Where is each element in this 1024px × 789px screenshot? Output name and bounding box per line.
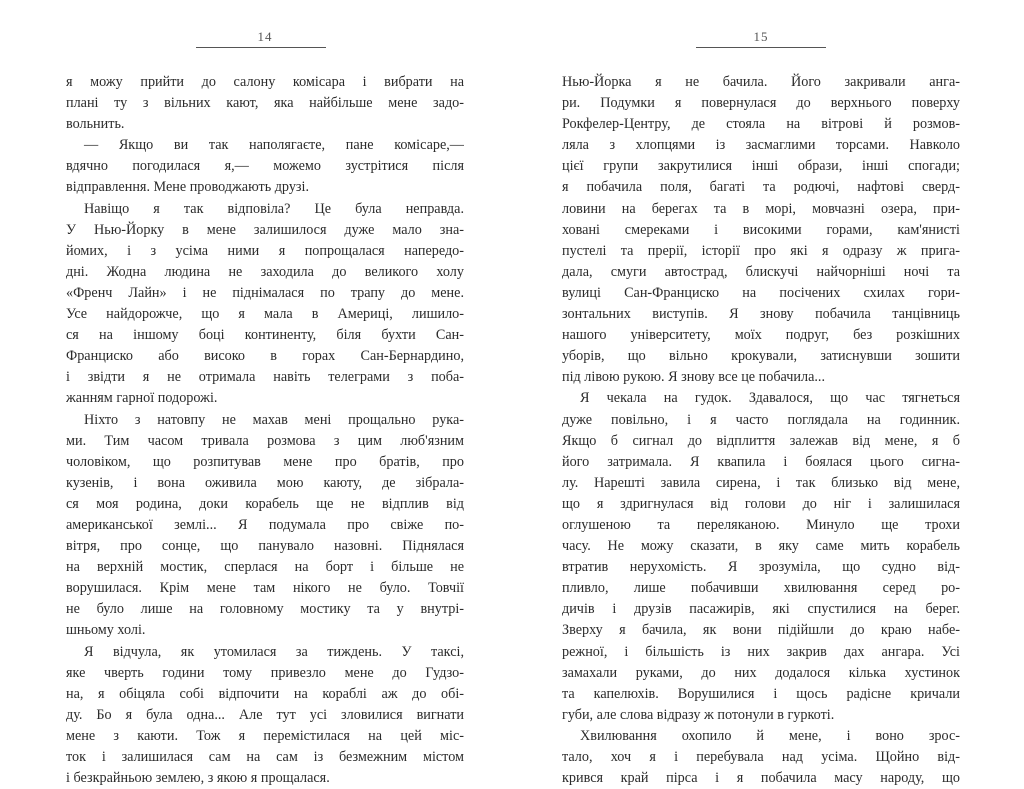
text-line: замахали руками, до них додалося кілька хустинок	[562, 664, 960, 681]
text-line: — Якщо ви так наполягаєте, пане комісаре,—	[84, 137, 464, 154]
text-line: тало, хоч я і перебувала над усіма. Щойно від-	[562, 749, 960, 765]
text-line: американської землі... Я подумала про свіже по-	[66, 516, 464, 533]
left-page	[66, 28, 464, 789]
right-page-number: 15	[753, 29, 769, 44]
text-line: оглушеною та переляканою. Минуло ще трохи	[562, 516, 960, 533]
text-line: вольнить.	[66, 116, 125, 133]
text-line: що я здригнулася від голови до ніг і залишилася	[562, 495, 960, 512]
text-line: Я чекала на гудок. Здавалося, що час тягнеться	[580, 390, 960, 407]
text-line: пливло, лише побачивши хвилювання серед ро-	[562, 580, 960, 597]
text-line: Рокфелер-Центру, де стояла на вітрові й розмов-	[562, 116, 960, 133]
text-line: У Нью-Йорку в мене залишилося дуже мало зна-	[66, 221, 464, 238]
text-line: і звідти я не отримала навіть телеграми з поба-	[66, 369, 464, 386]
text-line: Усе найдорожче, що я мала в Америці, лишило-	[66, 306, 464, 323]
text-line: ворушилася. Крім мене там нікого не було. Товчії	[66, 580, 464, 597]
text-line: Нью-Йорка я не бачила. Його закривали анга-	[562, 74, 960, 90]
text-line: дичів і друзів пасажирів, які спустилися на берег.	[562, 601, 960, 618]
text-line: плані ту з вільних кают, яка найбільше мене задо-	[66, 95, 464, 112]
text-line: я можу прийти до салону комісара і вибрати на	[66, 74, 464, 90]
text-line: і безкрайньою землею, з якою я прощалася.	[66, 770, 330, 787]
left-page-body	[66, 72, 464, 789]
text-line: зонтальних виступів. Я знову побачила танцівниць	[562, 306, 960, 323]
text-line: дала, смуги автострад, блискучі найчорніші ночі та	[562, 263, 960, 280]
text-line: цієї групи закрутилися інші образи, інші спогади;	[562, 158, 960, 175]
text-line: мене з каюти. Тож я перемістилася на цей міс-	[66, 727, 464, 744]
right-page-header	[562, 28, 960, 50]
text-line: ду. Бо я була одна... Але тут усі зловилися вигнати	[66, 706, 464, 723]
text-line: Зверху я бачила, як вони підійшли до краю набе-	[562, 622, 960, 639]
text-line: втратив нерухомість. Я зрозуміла, що судно від-	[562, 559, 960, 576]
text-line: відправлення. Мене проводжають друзі.	[66, 179, 310, 196]
text-line: ми. Тим часом тривала розмова з цим люб'язним	[66, 432, 464, 449]
text-line: дуже повільно, і я часто поглядала на годинник.	[562, 411, 960, 428]
right-header-rule	[696, 47, 826, 48]
text-line: пустелі та прерії, історії про які я одразу ж прига-	[562, 242, 960, 259]
text-line: крився край пірса і я побачила масу народу, що	[562, 770, 960, 787]
right-page-body	[562, 72, 960, 789]
text-line: під лівою рукою. Я знову все це побачила...	[562, 369, 826, 386]
text-line: на верхній мостик, сперлася на борт і більше не	[66, 559, 464, 576]
text-line: шньому холі.	[66, 622, 146, 639]
text-line: на, я обіцяла собі відпочити на кораблі аж до обі-	[66, 685, 464, 702]
text-line: ховані смереками і високими горами, кам'янисті	[562, 221, 960, 238]
text-line: йомих, і з усіма ними я попрощалася напередо-	[66, 242, 464, 259]
text-line: режної, і більшість із них закрив дах ангара. Усі	[562, 643, 960, 660]
left-page-header	[66, 28, 464, 50]
text-line: дні. Жодна людина не заходила до великого холу	[66, 263, 464, 280]
text-line: «Френч Лайн» і не піднімалася по трапу до мене.	[66, 284, 464, 301]
text-line: кузенів, і вона оживила мою каюту, де зібрала-	[66, 474, 464, 491]
text-line: його затримала. Я квапила і боялася цього сигна-	[562, 453, 960, 470]
text-line: нашого університету, моїх подруг, без розкішних	[562, 327, 960, 344]
text-line: уборів, що вільно крокували, затиснувши зошити	[562, 348, 960, 365]
left-page-number: 14	[257, 29, 273, 44]
text-line: Ніхто з натовпу не махав мені прощально рука-	[84, 411, 464, 428]
text-line: Навіщо я так відповіла? Це була неправда.	[84, 200, 464, 217]
text-line: часу. Не можу сказати, в яку саме мить корабель	[562, 538, 960, 555]
text-line: яке чверть години тому привезло мене до Гудзо-	[66, 664, 464, 681]
text-line: ри. Подумки я повернулася до верхнього поверху	[562, 95, 960, 112]
text-line: чоловіком, що розпитував мене про братів, про	[66, 453, 464, 470]
text-line: Хвилювання охопило й мене, і воно зрос-	[580, 727, 960, 744]
text-line: та капелюхів. Ворушилися і щось радісне кричали	[562, 685, 960, 702]
text-line: Франциско або високо в горах Сан-Бернардино,	[66, 348, 464, 365]
text-line: вітря, про сонце, що панувало назовні. Піднялася	[66, 538, 464, 555]
text-line: я побачила поля, багаті та родючі, нафтові сверд-	[562, 179, 960, 196]
text-line: жанням гарної подорожі.	[66, 390, 218, 407]
text-line: ляла з хлопцями із засмаглими торсами. Навколо	[562, 137, 960, 154]
text-line: не було лише на головному мостику та у внутрі-	[66, 601, 464, 618]
text-line: ся моя родина, доки корабель ще не відплив від	[66, 495, 464, 512]
text-line: лу. Нарешті завила сирена, і так близько від мене,	[562, 474, 960, 491]
text-line: Якщо б сигнал до відплиття залежав від мене, я б	[562, 432, 960, 449]
text-line: вулиці Сан-Франциско на посічених схилах гори-	[562, 284, 960, 301]
left-header-rule	[196, 47, 326, 48]
text-line: вдячно погодилася я,— можемо зустрітися після	[66, 158, 464, 175]
text-line: ловини на берегах та в морі, мовчазні озера, при-	[562, 200, 960, 217]
text-line: ся на іншому боці континенту, біля бухти Сан-	[66, 327, 464, 344]
text-line: губи, але слова відразу ж потонули в гуркоті.	[562, 706, 835, 723]
right-page	[562, 28, 960, 789]
text-line: ток і залишилася сам на сам із безмежним містом	[66, 749, 464, 765]
text-line: Я відчула, як утомилася за тиждень. У таксі,	[84, 643, 464, 660]
